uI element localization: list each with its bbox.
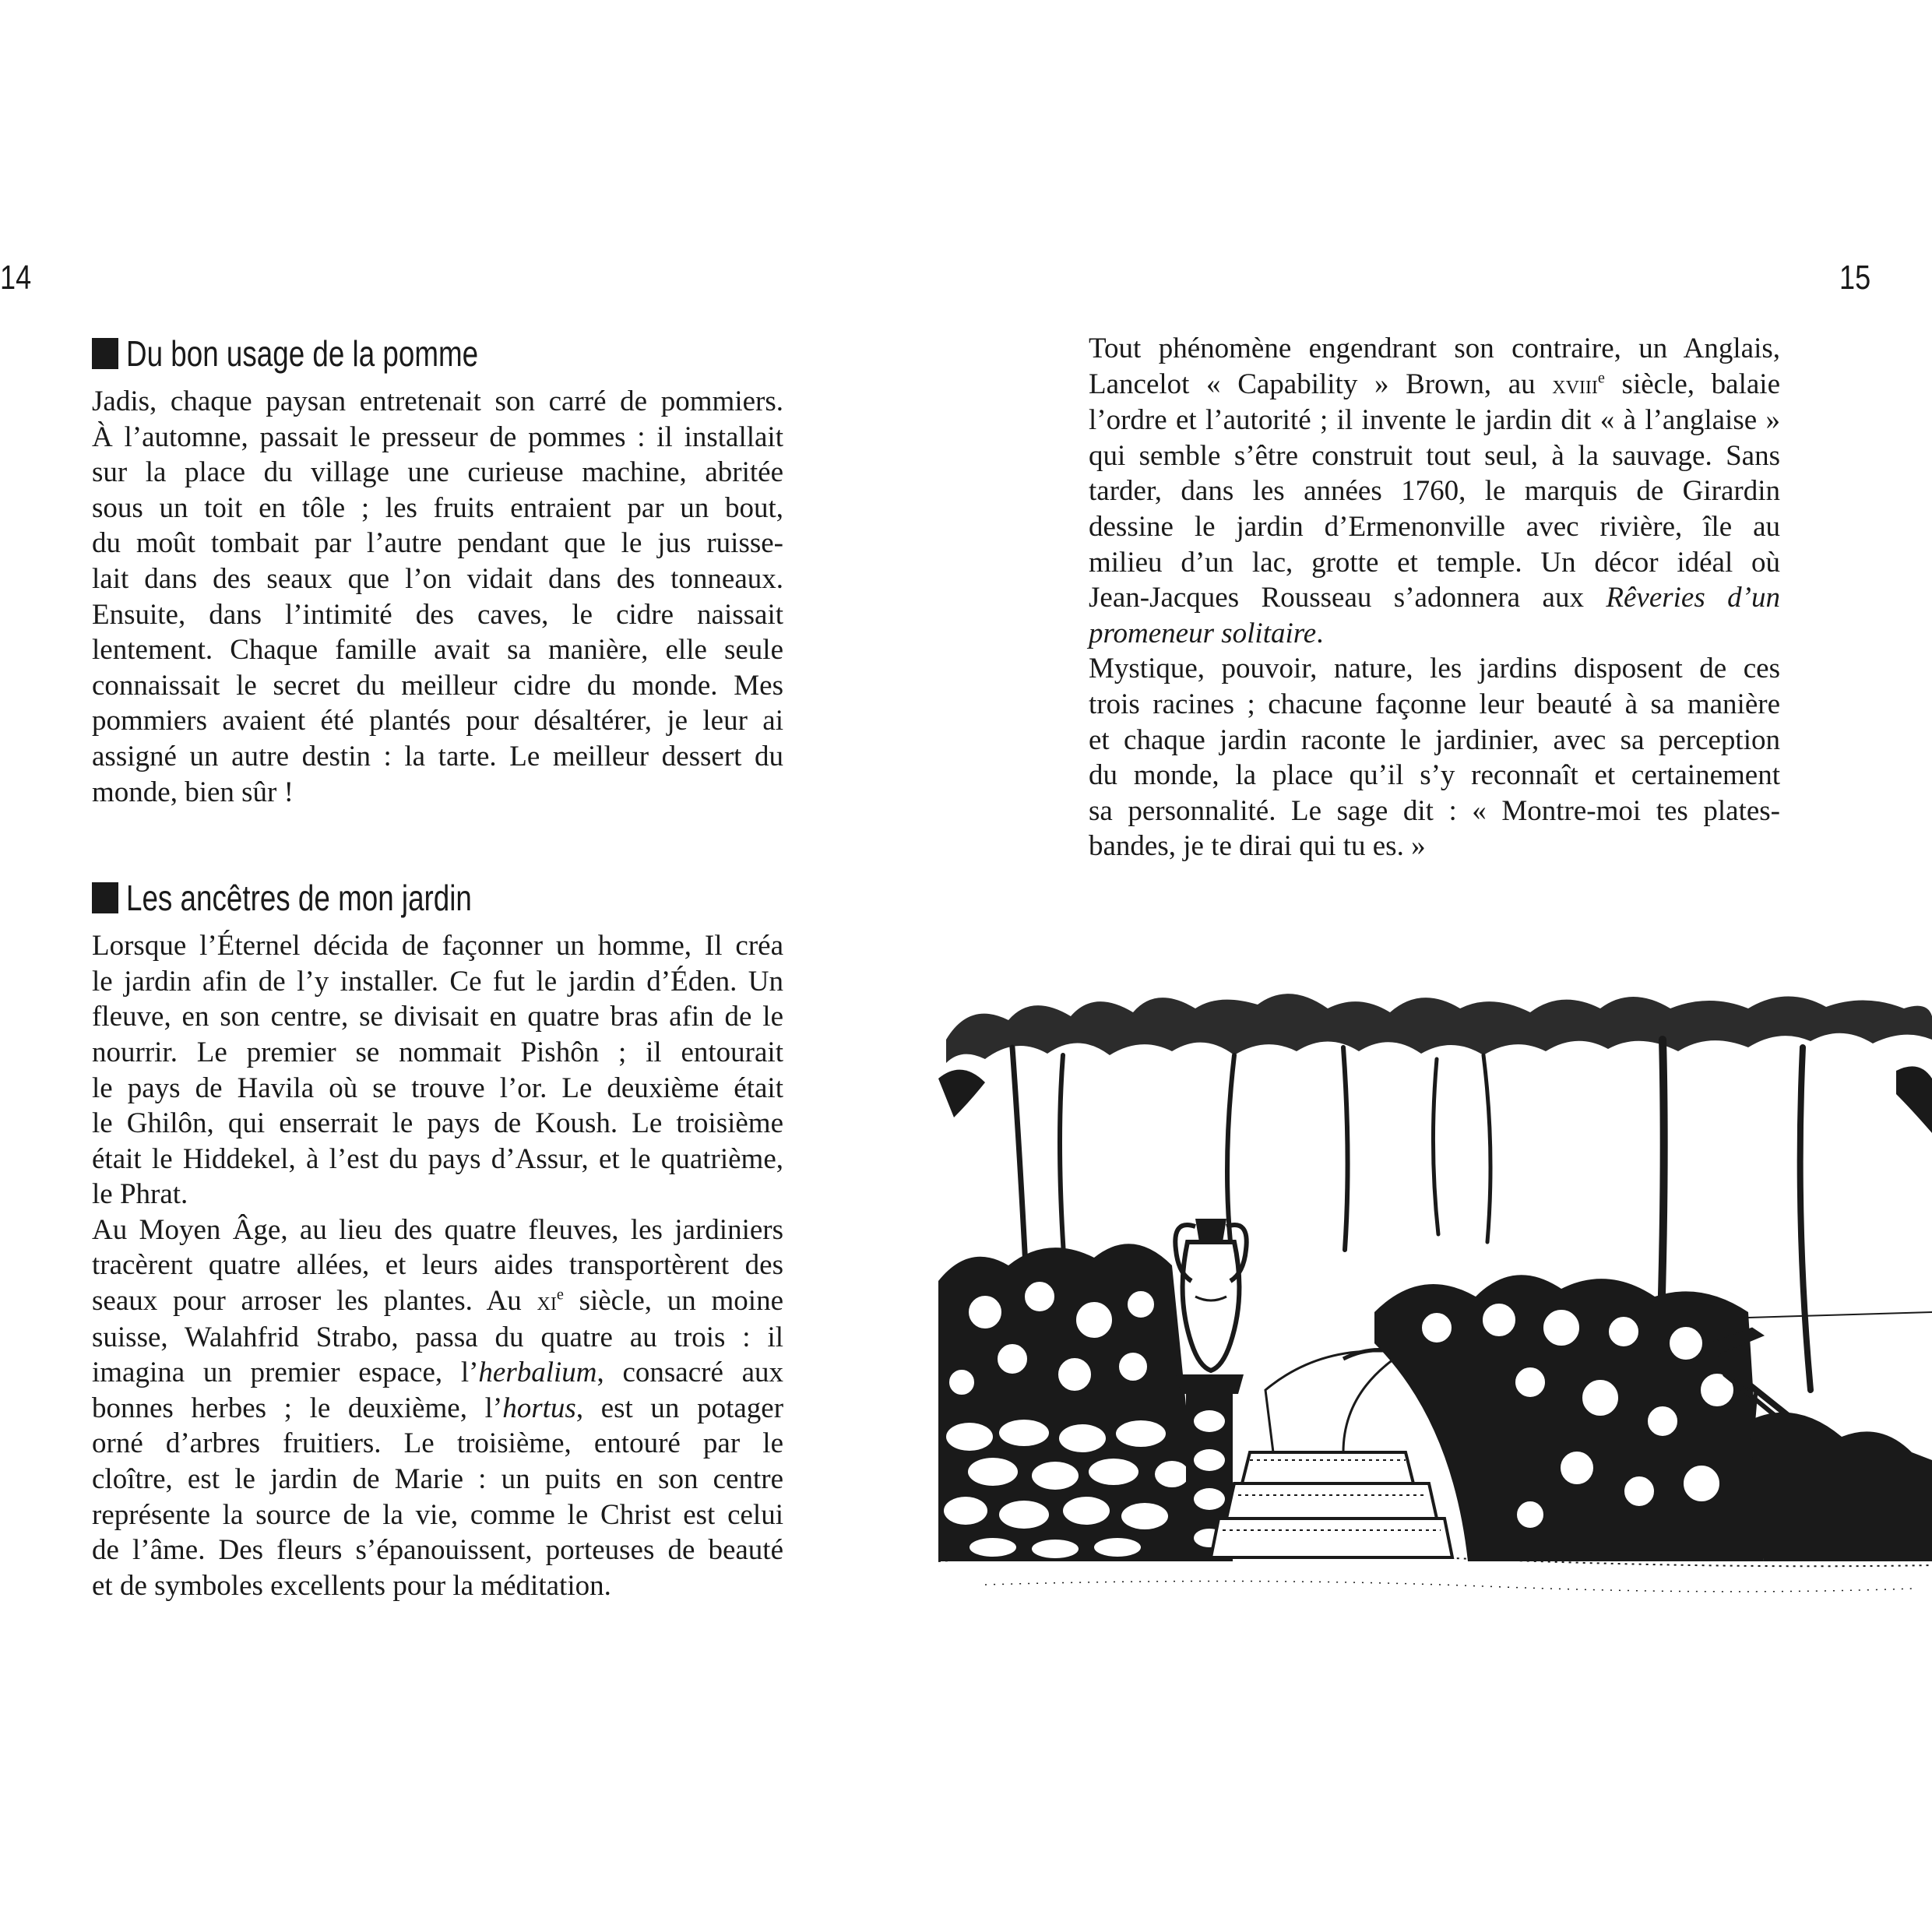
text-line: Mystique, pouvoir, nature, les jardins disposent de ces bbox=[1089, 653, 1780, 685]
text-fragment: Lancelot « Capability » Brown, au bbox=[1089, 368, 1553, 400]
text-line: Lorsque l’Éternel décida de façonner un homme, Il créa bbox=[92, 930, 783, 962]
section-ancestors bbox=[92, 875, 783, 1603]
italic-title: promeneur solitaire bbox=[1089, 617, 1317, 649]
text-fragment: siècle, un moine bbox=[563, 1285, 783, 1318]
text-line: lentement. Chaque famille avait sa manière, elle seule bbox=[92, 634, 783, 667]
text-line: dessine le jardin d’Ermenonville avec rivière, île au bbox=[1089, 510, 1780, 543]
text-line: Jadis, chaque paysan entretenait son carré de pommiers. bbox=[92, 385, 783, 417]
text-fragment: seaux pour arroser les plantes. Au bbox=[92, 1285, 537, 1318]
text-line: connaissait le secret du meilleur cidre du monde. Mes bbox=[92, 669, 783, 702]
text-line: et chaque jardin raconte le jardinier, avec sa perception bbox=[1089, 723, 1780, 756]
text-line: Ensuite, dans l’intimité des caves, le cidre naissait bbox=[92, 598, 783, 631]
text-line bbox=[92, 1355, 783, 1391]
text-line: assigné un autre destin : la tarte. Le meilleur dessert du bbox=[92, 740, 783, 772]
text-line bbox=[92, 1283, 783, 1320]
garden-engraving-icon bbox=[938, 985, 1932, 1602]
heading-text: Les ancêtres de mon jardin bbox=[126, 878, 472, 919]
text-line: orné d’arbres fruitiers. Le troisième, entouré par le bbox=[92, 1427, 783, 1460]
text-line: était le Hiddekel, à l’est du pays d’Assur, et le quatrième, bbox=[92, 1142, 783, 1175]
paragraph-eden bbox=[92, 928, 783, 1212]
text-line: Au Moyen Âge, au lieu des quatre fleuves, les jardiniers bbox=[92, 1213, 783, 1246]
text-fragment: , est un potager bbox=[575, 1392, 784, 1424]
paragraph-three-roots bbox=[1089, 651, 1780, 864]
paragraph-middle-ages bbox=[92, 1212, 783, 1604]
text-line: représente la source de la vie, comme le Christ est celui bbox=[92, 1498, 783, 1531]
text-line bbox=[1089, 367, 1780, 403]
text-line: le jardin afin de l’y installer. Ce fut le jardin d’Éden. Un bbox=[92, 965, 783, 998]
century-numeral: xviii bbox=[1552, 370, 1598, 399]
century-numeral: xi bbox=[537, 1287, 557, 1317]
text-line: l’ordre et l’autorité ; il invente le jardin dit « à l’anglaise » bbox=[1089, 404, 1780, 437]
section-heading-apple bbox=[92, 331, 783, 376]
paragraph-english-garden bbox=[1089, 331, 1780, 651]
stone-wall-left bbox=[938, 1406, 1195, 1561]
text-line: lait dans des seaux que l’on vidait dans des tonneaux. bbox=[92, 562, 783, 595]
text-line bbox=[1089, 580, 1780, 616]
text-line: Tout phénomène engendrant son contraire, un Anglais, bbox=[1089, 333, 1780, 364]
text-line bbox=[1089, 616, 1780, 652]
flower-hedge-left bbox=[938, 1244, 1188, 1421]
heading-text: Du bon usage de la pomme bbox=[126, 333, 479, 374]
text-line: pommiers avaient été plantés pour désaltérer, je leur ai bbox=[92, 705, 783, 737]
text-line: milieu d’un lac, grotte et temple. Un décor idéal où bbox=[1089, 546, 1780, 579]
text-line: le Ghilôn, qui enserrait le pays de Koush. Le troisième bbox=[92, 1107, 783, 1140]
text-line: du moût tombait par l’autre pendant que le jus ruisse- bbox=[92, 527, 783, 560]
text-fragment: . bbox=[1316, 617, 1324, 649]
section-apple bbox=[92, 331, 783, 810]
text-line bbox=[92, 1391, 783, 1427]
text-line: qui semble s’être construit tout seul, à la sauvage. Sans bbox=[1089, 439, 1780, 472]
heading-square-icon bbox=[92, 338, 118, 369]
text-line: le pays de Havila où se trouve l’or. Le deuxième était bbox=[92, 1072, 783, 1104]
text-line: et de symboles excellents pour la méditation. bbox=[92, 1569, 611, 1602]
text-line: sous un toit en tôle ; les fruits entraient par un bout, bbox=[92, 491, 783, 524]
page-number-right: 15 bbox=[1839, 259, 1871, 297]
text-fragment: , consacré aux bbox=[596, 1357, 783, 1389]
text-line: suisse, Walahfrid Strabo, passa du quatre au trois : il bbox=[92, 1321, 783, 1353]
text-line: tarder, dans les années 1760, le marquis de Girardin bbox=[1089, 475, 1780, 508]
text-fragment: bonnes herbes ; le deuxième, l’ bbox=[92, 1392, 503, 1424]
ordinal-superscript: e bbox=[556, 1286, 564, 1304]
italic-title: Rêveries d’un bbox=[1606, 582, 1780, 614]
text-line: À l’automne, passait le presseur de pommes : il installait bbox=[92, 421, 783, 453]
text-line: trois racines ; chacune façonne leur beauté à sa manière bbox=[1089, 688, 1780, 720]
italic-term: herbalium bbox=[478, 1357, 597, 1389]
text-line: nourrir. Le premier se nommait Pishôn ; il entourait bbox=[92, 1036, 783, 1068]
text-fragment: imagina un premier espace, l’ bbox=[92, 1357, 479, 1389]
text-line: monde, bien sûr ! bbox=[92, 776, 294, 808]
text-line: le Phrat. bbox=[92, 1178, 188, 1211]
heading-square-icon bbox=[92, 882, 118, 913]
left-column bbox=[92, 331, 783, 1669]
text-line: du monde, la place qu’il s’y reconnaît et certainement bbox=[1089, 759, 1780, 792]
text-line: sur la place du village une curieuse machine, abritée bbox=[92, 456, 783, 489]
italic-term: hortus bbox=[502, 1392, 576, 1424]
text-line: tracèrent quatre allées, et leurs aides transportèrent des bbox=[92, 1249, 783, 1282]
text-line: bandes, je te dirai qui tu es. » bbox=[1089, 830, 1426, 863]
text-line: sa personnalité. Le sage dit : « Montre-moi tes plates- bbox=[1089, 794, 1780, 827]
page-number-left: 14 bbox=[0, 259, 32, 297]
section-heading-ancestors bbox=[92, 875, 783, 920]
text-line: cloître, est le jardin de Marie : un puits en son centre bbox=[92, 1463, 783, 1496]
text-fragment: siècle, balaie bbox=[1604, 368, 1780, 400]
flower-hedge-far-right bbox=[1748, 1413, 1932, 1561]
ordinal-superscript: e bbox=[1597, 369, 1605, 387]
text-fragment: Jean-Jacques Rousseau s’adonnera aux bbox=[1089, 582, 1606, 614]
text-line: de l’âme. Des fleurs s’épanouissent, porteuses de beauté bbox=[92, 1534, 783, 1567]
right-column bbox=[1089, 331, 1780, 864]
text-line: fleuve, en son centre, se divisait en quatre bras afin de le bbox=[92, 1001, 783, 1033]
paragraph-apple bbox=[92, 384, 783, 810]
